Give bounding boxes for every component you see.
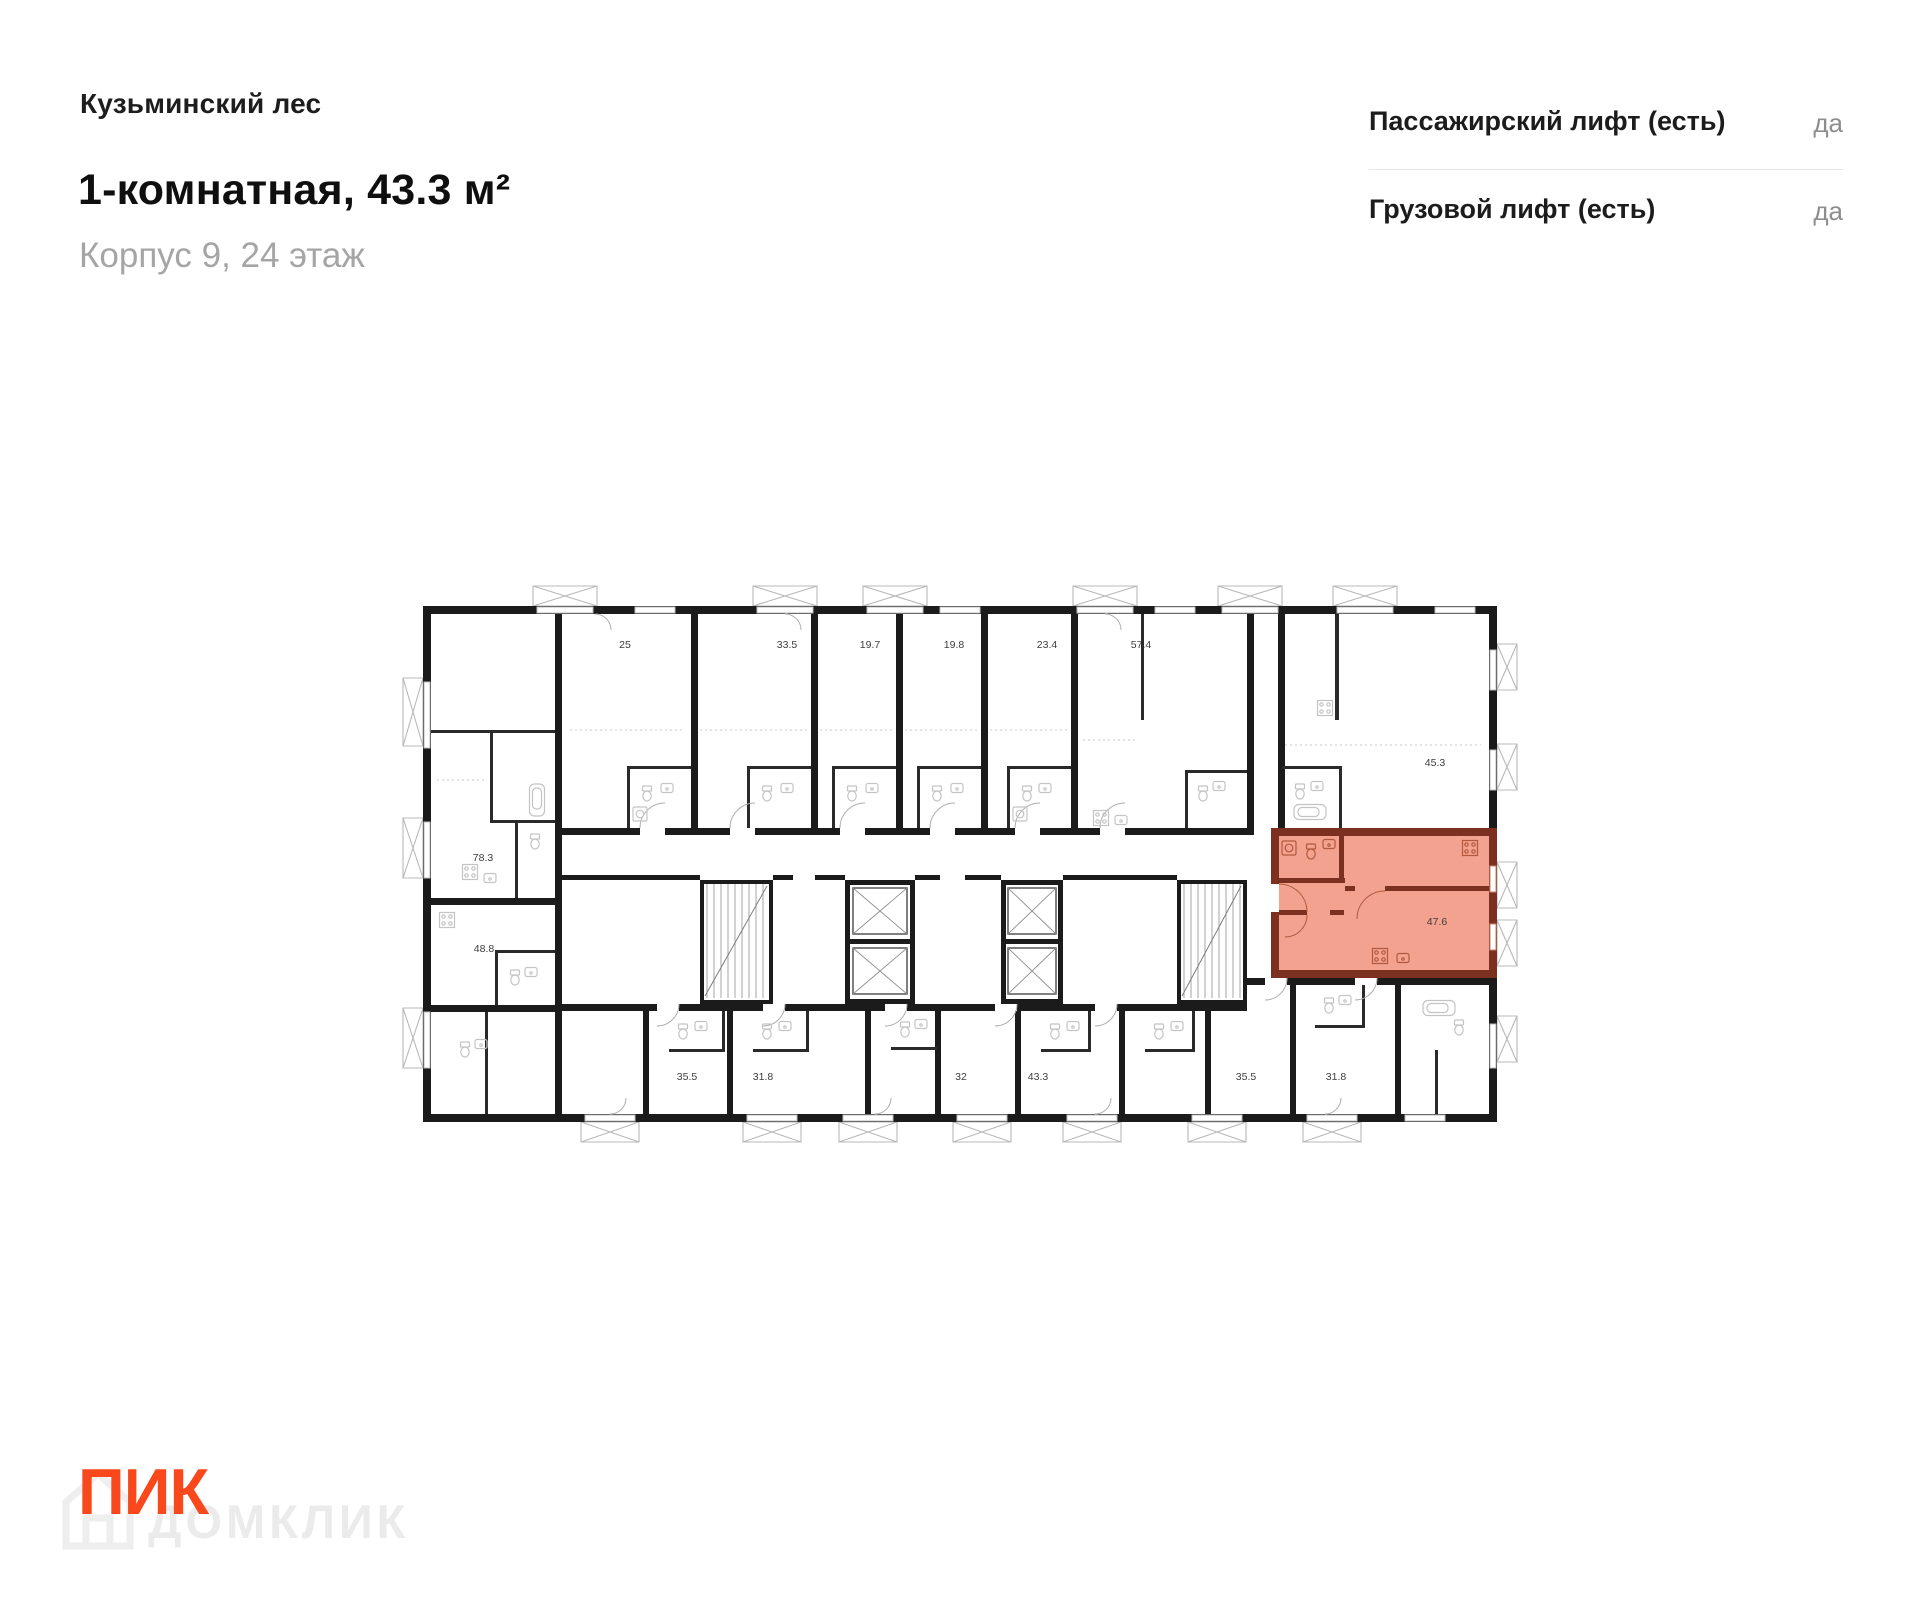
apartment-title: 1-комнатная, 43.3 м² — [78, 166, 511, 214]
highlighted-apartment[interactable] — [1271, 828, 1497, 978]
project-name: Кузьминский лес — [80, 88, 322, 119]
info-row-passenger-lift — [1369, 106, 1843, 139]
elevator-core — [1001, 880, 1063, 1004]
area-label: 19.8 — [943, 639, 965, 651]
elevator-core — [845, 880, 915, 1004]
area-label: 78.3 — [472, 852, 494, 864]
area-label: 43.3 — [1027, 1071, 1049, 1083]
info-value: да — [1813, 196, 1843, 226]
info-label: Пассажирский лифт (есть) — [1369, 106, 1726, 136]
area-label: 48.8 — [473, 943, 495, 955]
area-label: 31.8 — [1325, 1071, 1347, 1083]
floor-plan — [395, 580, 1525, 1150]
area-label: 45.3 — [1424, 757, 1446, 769]
area-label: 57.4 — [1130, 639, 1152, 651]
area-label: 31.8 — [752, 1071, 774, 1083]
pik-logo[interactable]: ПИК — [78, 1455, 209, 1528]
area-label: 33.5 — [776, 639, 798, 651]
elevator-info-panel — [1369, 106, 1843, 227]
area-label: 32 — [955, 1071, 967, 1083]
area-label: 35.5 — [676, 1071, 698, 1083]
divider — [1369, 169, 1843, 170]
apartment-subtitle: Корпус 9, 24 этаж — [79, 236, 365, 275]
zone-lines — [437, 730, 1481, 780]
stairwell — [1177, 880, 1247, 1004]
stairwell — [700, 880, 773, 1004]
info-value: да — [1813, 108, 1843, 138]
info-label: Грузовой лифт (есть) — [1369, 194, 1656, 224]
area-label: 25 — [619, 639, 631, 651]
area-label: 47.6 — [1426, 916, 1448, 928]
area-label: 23.4 — [1036, 639, 1058, 651]
watermark-text: ДОМКЛИК — [148, 1495, 410, 1548]
info-row-cargo-lift — [1369, 194, 1843, 227]
area-label: 19.7 — [859, 639, 881, 651]
area-label: 35.5 — [1235, 1071, 1257, 1083]
